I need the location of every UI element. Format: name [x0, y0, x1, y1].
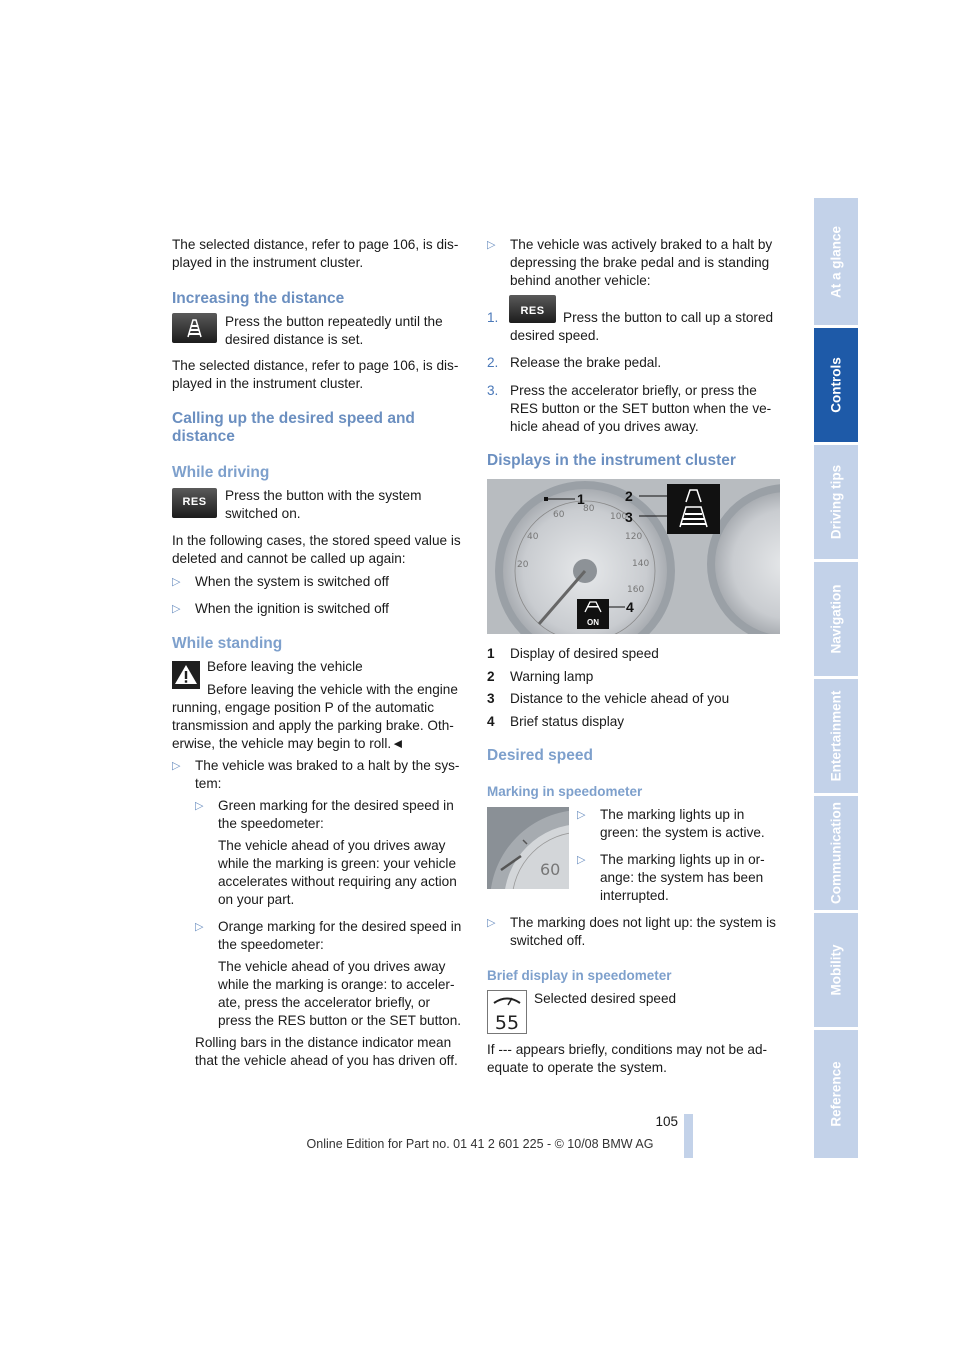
speedo-label: 60	[553, 510, 565, 520]
warning-text: Before leaving the vehicle with the engine running, engage position P of the automatic transmission and apply the parking brake. Oth- erwise, the vehicle may begin to roll.◄	[172, 682, 458, 751]
legend-item: 3 Distance to the vehicle ahead of you	[487, 691, 730, 706]
speedo-60-label: 60	[540, 860, 561, 879]
tab-mobility[interactable]: Mobility	[814, 913, 858, 1027]
green-description: The vehicle ahead of you drives away while the marking is green: your vehicle accelerates without requiring any action on your part.	[218, 838, 457, 907]
list-item: ▷ When the ignition is switched off	[172, 601, 389, 616]
step-1: 1. RES Press the button to call up a stored desired speed.	[487, 309, 787, 345]
tab-reference[interactable]: Reference	[814, 1030, 858, 1158]
list-item-green: ▷ Green marking for the desired speed in the speedometer:	[195, 798, 454, 831]
tab-controls[interactable]: Controls	[814, 328, 858, 442]
page-marker	[684, 1114, 693, 1158]
tab-at-a-glance[interactable]: At a glance	[814, 198, 858, 325]
speedo-label: 40	[527, 532, 539, 542]
tab-navigation[interactable]: Navigation	[814, 562, 858, 676]
tab-driving-tips[interactable]: Driving tips	[814, 445, 858, 559]
page-number: 105	[655, 1114, 678, 1129]
callout-3: 3	[625, 509, 633, 525]
callout-1: 1	[577, 491, 585, 507]
speedo-label: 160	[627, 585, 645, 595]
heading-while-standing: While standing	[172, 635, 283, 652]
speedo-label: 120	[625, 532, 643, 542]
res-button-icon: RES	[172, 488, 217, 518]
heading-while-driving: While driving	[172, 464, 270, 481]
tab-entertainment[interactable]: Entertainment	[814, 679, 858, 793]
list-item: ▷ When the system is switched off	[172, 574, 389, 589]
driving-instruction: Press the button with the system switched on.	[225, 488, 422, 521]
heading-brief-display: Brief display in speedometer	[487, 968, 672, 983]
heading-calling-up: Calling up the desired speed and distance	[172, 410, 415, 445]
list-item-no-marking: ▷ The marking does not light up: the system is switched off.	[487, 915, 776, 948]
distance-button-icon	[172, 313, 217, 343]
paragraph-dashes: If --- appears briefly, conditions may not be ad- equate to operate the system.	[487, 1042, 768, 1075]
footer-text: Online Edition for Part no. 01 41 2 601 225 - © 10/08 BMW AG	[306, 1137, 654, 1151]
heading-marking: Marking in speedometer	[487, 784, 643, 799]
increase-instruction: Press the button repeatedly until the desired distance is set.	[225, 314, 443, 347]
on-label: ON	[587, 618, 599, 627]
heading-increasing-distance: Increasing the distance	[172, 290, 345, 307]
speedo-label: 20	[517, 560, 529, 570]
heading-displays: Displays in the instrument cluster	[487, 452, 736, 469]
list-item-actively-braked: ▷ The vehicle was actively braked to a halt by depressing the brake pedal and is standing behind another vehicle:	[487, 237, 773, 288]
heading-desired-speed: Desired speed	[487, 747, 593, 764]
speedometer-60-image	[487, 807, 569, 889]
tab-communication[interactable]: Communication	[814, 796, 858, 910]
rolling-bars-note: Rolling bars in the distance indicator mean that the vehicle ahead of you has driven off.	[195, 1035, 458, 1068]
speedo-label: 140	[632, 559, 650, 569]
brief-speed-value: 55	[494, 1012, 520, 1033]
legend-item: 2 Warning lamp	[487, 669, 594, 684]
orange-description: The vehicle ahead of you drives away while the marking is orange: to acceler- ate, press the accelerator briefly, or press the RES button or the SET button.	[218, 959, 462, 1028]
legend-item: 4 Brief status display	[487, 714, 625, 729]
speedo-label: 80	[583, 504, 595, 514]
step-2: 2. Release the brake pedal.	[487, 355, 662, 370]
paragraph-deleted-cases: In the following cases, the stored speed value is deleted and cannot be called up again:	[172, 533, 461, 566]
legend-item: 1 Display of desired speed	[487, 646, 659, 661]
list-item-orange: ▷ Orange marking for the desired speed in the speedometer:	[195, 919, 462, 952]
callout-2: 2	[625, 488, 633, 504]
list-item-orange-marking: ▷ The marking lights up in or- ange: the system has been interrupted.	[577, 852, 765, 903]
paragraph-selected-distance-2: The selected distance, refer to page 106, is dis- played in the instrument cluster.	[172, 358, 459, 391]
speedo-label: 100	[610, 512, 628, 522]
brief-display-text: Selected desired speed	[534, 991, 677, 1006]
list-item-braked: ▷ The vehicle was braked to a halt by the sys- tem:	[172, 758, 460, 791]
instrument-cluster-image	[487, 479, 780, 634]
callout-4: 4	[626, 599, 634, 615]
step-3: 3. Press the accelerator briefly, or press the RES button or the SET button when the ve- hicle ahead of you drives away.	[487, 383, 772, 434]
paragraph-selected-distance: The selected distance, refer to page 106, is dis- played in the instrument cluster.	[172, 237, 459, 270]
res-button-icon: RES	[509, 295, 556, 323]
list-item-green-marking: ▷ The marking lights up in green: the system is active.	[577, 807, 765, 840]
warning-title: Before leaving the vehicle	[207, 659, 363, 674]
brief-speed-icon	[487, 990, 527, 1034]
